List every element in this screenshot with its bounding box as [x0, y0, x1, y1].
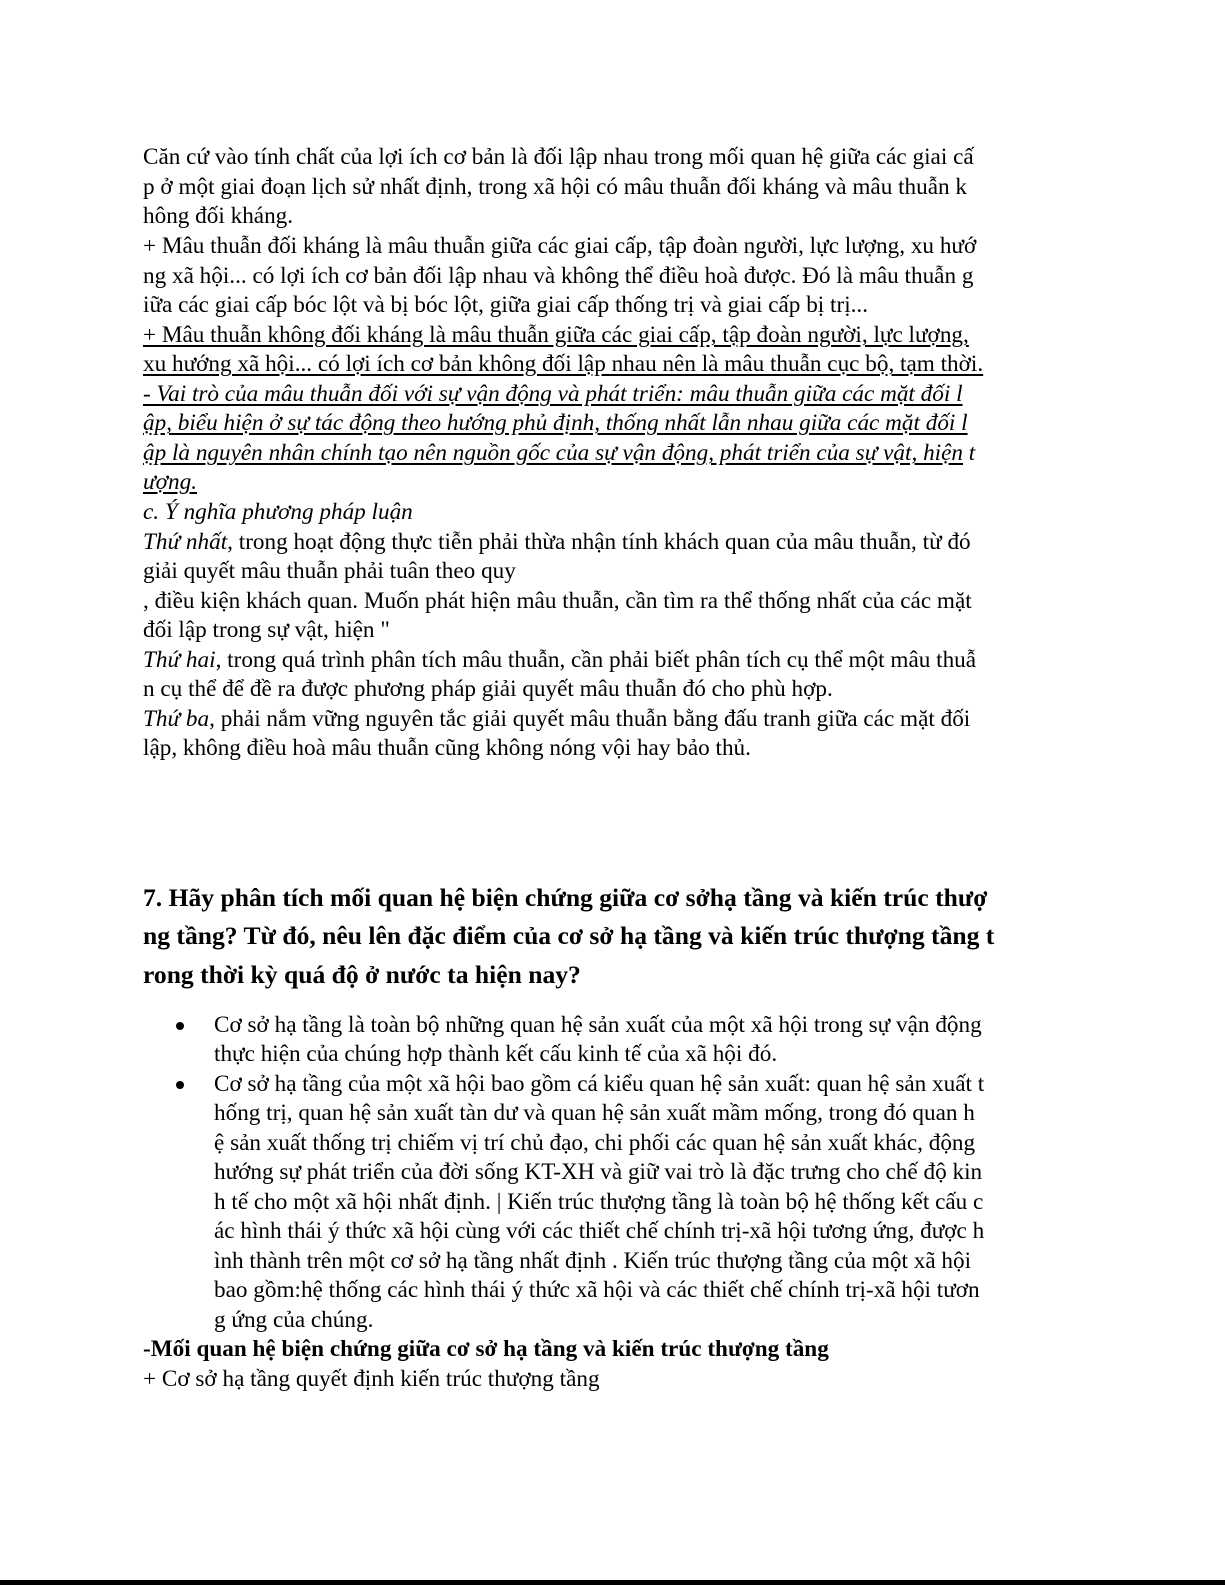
first-point-line-2: giải quyết mâu thuẫn phải tuân theo quy: [143, 558, 516, 584]
second-point-line-2: n cụ thể để đề ra được phương pháp giải quyết mâu thuẫn đó cho phù hợp.: [143, 676, 833, 702]
bullet-2-line-9: g ứng của chúng.: [214, 1307, 374, 1333]
bullet-dot-1: [176, 1022, 184, 1030]
bullet-2-line-8: bao gồm:hệ thống các hình thái ý thức xã hội và các thiết chế chính trị-xã hội tươn: [214, 1277, 980, 1303]
role-line-3-text: ập là nguyên nhân chính tạo nên nguồn gốc của sự vận động, phát triển của sự vật, hiện: [143, 440, 963, 466]
first-point-label: Thứ nhất: [143, 529, 228, 555]
second-point-label: Thứ hai: [143, 647, 216, 673]
bullet-1-line-2: thực hiện của chúng hợp thành kết cấu kinh tế của xã hội đó.: [214, 1041, 778, 1067]
role-line-1: - Vai trò của mâu thuẫn đối với sự vận động và phát triển: mâu thuẫn giữa các mặt đối l: [143, 381, 963, 407]
bullet-2-line-4: hướng sự phát triển của đời sống KT-XH và giữ vai trò là đặc trưng cho chế độ kin: [214, 1159, 983, 1185]
first-point-line-3: , điều kiện khách quan. Muốn phát hiện mâu thuẫn, cần tìm ra thể thống nhất của các mặt: [143, 588, 972, 614]
antagonistic-line-2: ng xã hội... có lợi ích cơ bản đối lập nhau và không thể điều hoà được. Đó là mâu thuẫn g: [143, 263, 974, 289]
antagonistic-line-3: iữa các giai cấp bóc lột và bị bóc lột, giữa giai cấp thống trị và giai cấp bị trị...: [143, 292, 869, 318]
role-line-3-tail: t: [968, 440, 976, 466]
second-point-text: , trong quá trình phân tích mâu thuẫn, cần phải biết phân tích cụ thể một mâu thuẫ: [215, 647, 977, 673]
bullet-1-line-1: Cơ sở hạ tầng là toàn bộ những quan hệ sản xuất của một xã hội trong sự vận động: [214, 1012, 982, 1038]
third-point-line-1: [143, 705, 970, 735]
role-line-2: ập, biểu hiện ở sự tác động theo hướng phủ định, thống nhất lẫn nhau giữa các mặt đối l: [143, 410, 968, 436]
bullet-2-line-5: h tế cho một xã hội nhất định. | Kiến trúc thượng tầng là toàn bộ hệ thống kết cấu c: [214, 1189, 984, 1215]
base-determines-superstructure-line: + Cơ sở hạ tầng quyết định kiến trúc thượng tầng: [143, 1366, 600, 1392]
bullet-2-line-6: ác hình thái ý thức xã hội cùng với các thiết chế chính trị-xã hội tương ứng, được h: [214, 1218, 985, 1244]
role-line-4: ượng.: [143, 469, 198, 495]
bullet-2-line-3: ệ sản xuất thống trị chiếm vị trí chủ đạo, chi phối các quan hệ sản xuất khác, động: [214, 1130, 976, 1156]
methodology-subheading: c. Ý nghĩa phương pháp luận: [143, 499, 413, 525]
third-point-text: phải nắm vững nguyên tắc giải quyết mâu thuẫn bằng đấu tranh giữa các mặt đối: [214, 706, 971, 732]
question-7-heading-line-1: 7. Hãy phân tích mối quan hệ biện chứng giữa cơ sởhạ tầng và kiến trúc thượ: [143, 883, 988, 912]
bullet-2-line-7: ình thành trên một cơ sở hạ tầng nhất định . Kiến trúc thượng tầng của một xã hội: [214, 1248, 972, 1274]
third-point-label: Thứ ba,: [143, 706, 215, 732]
question-7-heading-line-2: ng tầng? Từ đó, nêu lên đặc điểm của cơ sở hạ tầng và kiến trúc thượng tầng t: [143, 921, 995, 950]
first-point-line-4: đối lập trong sự vật, hiện ": [143, 617, 390, 643]
intro-line-3: hông đối kháng.: [143, 203, 294, 229]
non-antagonistic-line-2: xu hướng xã hội... có lợi ích cơ bản không đối lập nhau nên là mâu thuẫn cục bộ, tạm thời.: [143, 351, 984, 377]
first-point-line-1: [143, 528, 971, 558]
intro-line-2: p ở một giai đoạn lịch sử nhất định, trong xã hội có mâu thuẫn đối kháng và mâu thuẫn k: [143, 174, 968, 200]
second-point-line-1: [143, 646, 976, 676]
bottom-rule: [0, 1580, 1225, 1585]
question-7-heading-line-3: rong thời kỳ quá độ ở nước ta hiện nay?: [143, 960, 581, 989]
first-point-text: , trong hoạt động thực tiễn phải thừa nhận tính khách quan của mâu thuẫn, từ đó: [227, 529, 971, 555]
bullet-2-line-1: Cơ sở hạ tầng của một xã hội bao gồm cá kiểu quan hệ sản xuất: quan hệ sản xuất t: [214, 1071, 985, 1097]
non-antagonistic-line-1: + Mâu thuẫn không đối kháng là mâu thuẫn giữa các giai cấp, tập đoàn người, lực lượng,: [143, 322, 969, 348]
bullet-dot-2: [176, 1081, 184, 1089]
relation-subheading: -Mối quan hệ biện chứng giữa cơ sở hạ tầng và kiến trúc thượng tầng: [143, 1336, 829, 1362]
intro-line-1: Căn cứ vào tính chất của lợi ích cơ bản là đối lập nhau trong mối quan hệ giữa các giai cấ: [143, 144, 974, 170]
third-point-line-2: lập, không điều hoà mâu thuẫn cũng không nóng vội hay bảo thủ.: [143, 735, 751, 761]
antagonistic-line-1: + Mâu thuẫn đối kháng là mâu thuẫn giữa các giai cấp, tập đoàn người, lực lượng, xu hướ: [143, 233, 977, 259]
role-line-3: [143, 439, 975, 469]
bullet-2-line-2: hống trị, quan hệ sản xuất tàn dư và quan hệ sản xuất mầm mống, trong đó quan h: [214, 1100, 975, 1126]
